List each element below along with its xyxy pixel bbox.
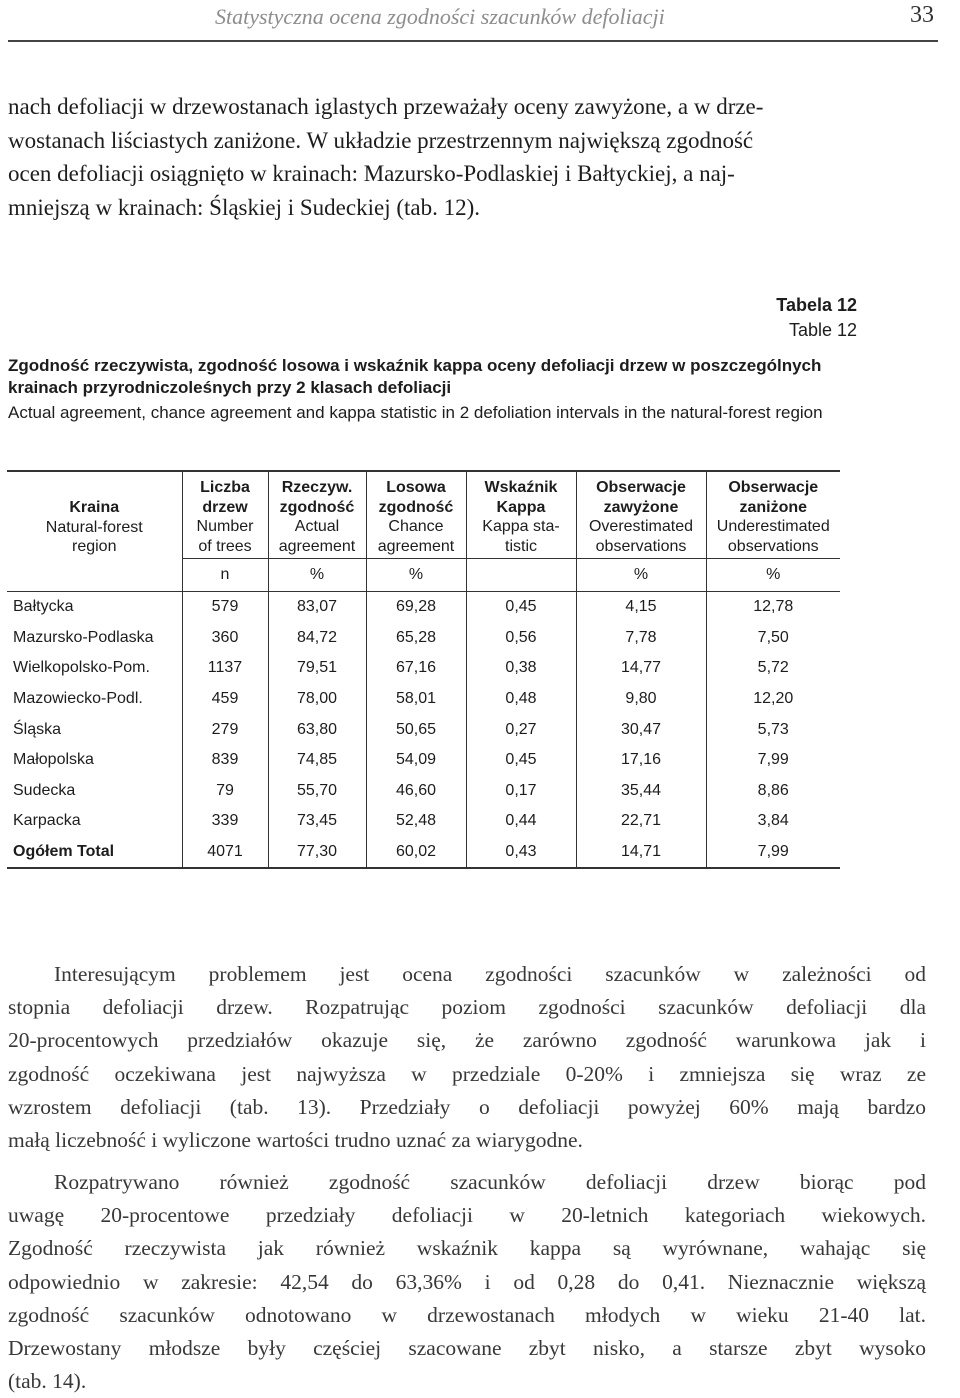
table-cell: 67,16: [366, 653, 466, 684]
header-pl: Wskaźnik: [484, 479, 558, 496]
table-cell: 73,45: [268, 806, 366, 837]
paragraph-line: małą liczebność i wyliczone wartości trudno uznać za wiarygodne.: [8, 1128, 583, 1153]
header-pl: Rzeczyw.: [281, 479, 353, 496]
paragraph-line: nach defoliacji w drzewostanach iglastych przeważały oceny zawyżone, a w drze-: [8, 94, 764, 119]
table-cell: 58,01: [366, 684, 466, 715]
table-cell: 65,28: [366, 623, 466, 654]
header-en: Natural-forest: [45, 518, 143, 536]
table-cell: 12,20: [706, 684, 840, 715]
table-cell: 69,28: [366, 592, 466, 623]
paragraph-line: Rozpatrywano również zgodność szacunków defoliacji drzew biorąc pod: [54, 1170, 926, 1194]
table-cell: 30,47: [576, 714, 706, 745]
header-en: Chance: [388, 518, 444, 535]
paragraph-line: zgodność oczekiwana jest najwyższa w przedziale 0-20% i zmniejsza się wraz ze: [8, 1061, 926, 1086]
paragraph-line: ocen defoliacji osiągnięto w krainach: Mazursko-Podlaskiej i Bałtyckiej, a naj-: [8, 161, 735, 186]
table-header-row: [7, 471, 840, 559]
region-name: Ogółem Total: [7, 837, 182, 869]
table-cell: 8,86: [706, 776, 840, 807]
header-kappa: [466, 471, 576, 559]
header-pl: zaniżone: [739, 498, 808, 516]
table-cell: 0,45: [466, 745, 576, 776]
header-count: [182, 471, 268, 559]
header-overestimated: [576, 471, 706, 559]
paragraph-line: Interesującym problemem jest ocena zgodności szacunków w zależności od: [54, 962, 926, 986]
table-cell: 14,71: [576, 837, 706, 869]
table-cell: 839: [182, 745, 268, 776]
table-row: [7, 653, 840, 684]
unit-cell: %: [268, 559, 366, 592]
header-en: Overestimated: [588, 518, 694, 535]
paragraph-bottom-2: [8, 1166, 926, 1398]
table-cell: 14,77: [576, 653, 706, 684]
table-row: [7, 592, 840, 623]
table-cell: 52,48: [366, 806, 466, 837]
caption-english: Actual agreement, chance agreement and kappa statistic in 2 defoliation intervals in the natural-forest region: [8, 403, 823, 422]
table-cell: 74,85: [268, 745, 366, 776]
header-pl: Losowa: [386, 479, 446, 496]
unit-cell: %: [576, 559, 706, 592]
header-pl: zgodność: [279, 498, 355, 516]
table-cell: 1137: [182, 653, 268, 684]
region-name: Mazowiecko-Podl.: [13, 690, 143, 708]
table-cell: 50,65: [366, 714, 466, 745]
table-cell: 5,72: [706, 653, 840, 684]
header-en: Actual: [294, 518, 340, 535]
caption-polish: Zgodność rzeczywista, zgodność losowa i wskaźnik kappa oceny defoliacji drzew w poszczególnych krainach przyrodniczoleśnych przy 2 klasach defoliacji: [8, 356, 822, 397]
table-cell: 4071: [182, 837, 268, 869]
unit-cell: [466, 559, 576, 592]
region-name: Wielkopolsko-Pom.: [13, 659, 150, 677]
paragraph-line: Drzewostany młodsze były częściej szacowane zbyt nisko, a starsze zbyt wysoko: [8, 1336, 926, 1361]
table-cell: 0,17: [466, 776, 576, 807]
header-underestimated: [706, 471, 840, 559]
table-cell: 35,44: [576, 776, 706, 807]
table-label: [776, 293, 857, 343]
table-cell: 12,78: [706, 592, 840, 623]
table-units-row: [7, 559, 840, 592]
table-cell: 63,80: [268, 714, 366, 745]
paragraph-line: wzrostem defoliacji (tab. 13). Przedziały o defoliacji powyżej 60% mają bardzo: [8, 1094, 926, 1119]
paragraph-line: Zgodność rzeczywista jak również wskaźnik kappa są wyrównane, wahając się: [8, 1236, 926, 1261]
table-body: [7, 592, 840, 869]
table-cell: 78,00: [268, 684, 366, 715]
table-cell: 7,99: [706, 745, 840, 776]
table-cell: 279: [182, 714, 268, 745]
table-cell: 7,78: [576, 623, 706, 654]
header-pl: zawyżone: [603, 498, 679, 516]
header-pl: Kraina: [69, 499, 120, 516]
paragraph-line: stopnia defoliacji drzew. Rozpatrując poziom zgodności szacunków defoliacji dla: [8, 995, 926, 1020]
table-cell: 79: [182, 776, 268, 807]
table-cell: 0,44: [466, 806, 576, 837]
header-pl: zgodność: [378, 498, 454, 516]
paragraph-line: uwagę 20-procentowe przedziały defoliacji w 20-letnich kategoriach wiekowych.: [8, 1203, 926, 1228]
unit-cell: n: [182, 559, 268, 592]
paragraph-bottom-1: [8, 958, 926, 1157]
header-pl: Kappa: [496, 498, 546, 516]
header-en: Underestimated: [716, 518, 830, 535]
table-cell: 0,45: [466, 592, 576, 623]
table-cell: 339: [182, 806, 268, 837]
paragraph-line: odpowiednio w zakresie: 42,54 do 63,36% i od 0,28 do 0,41. Nieznacznie większą: [8, 1269, 926, 1294]
table-caption: [8, 355, 868, 424]
header-en: of trees: [198, 537, 252, 555]
table-row: [7, 806, 840, 837]
header-pl: drzew: [202, 498, 248, 516]
table-cell: 7,99: [706, 837, 840, 869]
table-cell: 5,73: [706, 714, 840, 745]
table-label-pl: Tabela 12: [776, 295, 857, 315]
table-row: [7, 714, 840, 745]
table-cell: 22,71: [576, 806, 706, 837]
table-cell: 84,72: [268, 623, 366, 654]
table-cell: 46,60: [366, 776, 466, 807]
table-row: [7, 623, 840, 654]
table-cell: 3,84: [706, 806, 840, 837]
running-title: Statystyczna ocena zgodności szacunków defoliacji: [215, 4, 665, 29]
paragraph-line: (tab. 14).: [8, 1369, 87, 1394]
unit-cell: %: [706, 559, 840, 592]
paragraph-top: [8, 90, 933, 224]
header-en: region: [72, 538, 117, 555]
table-cell: 0,48: [466, 684, 576, 715]
table-cell: 7,50: [706, 623, 840, 654]
table-cell: 459: [182, 684, 268, 715]
table-total-row: [7, 837, 840, 869]
header-region: [7, 471, 182, 559]
table-cell: 0,56: [466, 623, 576, 654]
header-chance: [366, 471, 466, 559]
header-en: observations: [727, 537, 819, 555]
region-name: Śląska: [13, 720, 62, 738]
region-name: Mazursko-Podlaska: [13, 628, 154, 646]
table-cell: 579: [182, 592, 268, 623]
page-number: 33: [910, 2, 934, 28]
table-row: [7, 745, 840, 776]
table-label-en: Table 12: [788, 320, 857, 340]
table-cell: 17,16: [576, 745, 706, 776]
paragraph-line: zgodność szacunków odnotowano w drzewostanach młodych w wieku 21-40 lat.: [8, 1302, 926, 1327]
region-name: Małopolska: [13, 751, 94, 769]
region-name: Karpacka: [13, 812, 81, 830]
table-cell: 83,07: [268, 592, 366, 623]
table-cell: 55,70: [268, 776, 366, 807]
table-cell: 0,43: [466, 837, 576, 869]
paragraph-line: wostanach liściastych zaniżone. W układzie przestrzennym największą zgodność: [8, 127, 754, 153]
header-en: agreement: [377, 537, 455, 555]
region-name: Bałtycka: [7, 592, 182, 623]
header-en: agreement: [278, 537, 356, 555]
table-cell: 60,02: [366, 837, 466, 869]
header-rule: [8, 40, 938, 42]
header-en: Kappa sta-: [482, 518, 560, 535]
table-cell: 0,38: [466, 653, 576, 684]
table-cell: 77,30: [268, 837, 366, 869]
table-cell: 79,51: [268, 653, 366, 684]
table-cell: 0,27: [466, 714, 576, 745]
table-row: [7, 684, 840, 715]
table-cell: 9,80: [576, 684, 706, 715]
header-pl: Obserwacje: [596, 479, 686, 496]
table-cell: 360: [182, 623, 268, 654]
table-row: [7, 776, 840, 807]
header-pl: Liczba: [200, 479, 250, 496]
paragraph-line: mniejszą w krainach: Śląskiej i Sudeckiej (tab. 12).: [8, 194, 481, 220]
header-actual: [268, 471, 366, 559]
table-cell: 4,15: [576, 592, 706, 623]
unit-cell: %: [366, 559, 466, 592]
header-en: observations: [595, 537, 687, 555]
paragraph-line: 20-procentowych przedziałów okazuje się, że zarówno zgodność warunkowa jak i: [8, 1028, 926, 1053]
header-en: Number: [196, 518, 254, 535]
unit-cell: [7, 559, 182, 592]
header-en: tistic: [505, 537, 537, 555]
kappa-table: [7, 470, 840, 869]
table-cell: 54,09: [366, 745, 466, 776]
header-pl: Obserwacje: [728, 479, 819, 496]
region-name: Sudecka: [13, 781, 76, 799]
